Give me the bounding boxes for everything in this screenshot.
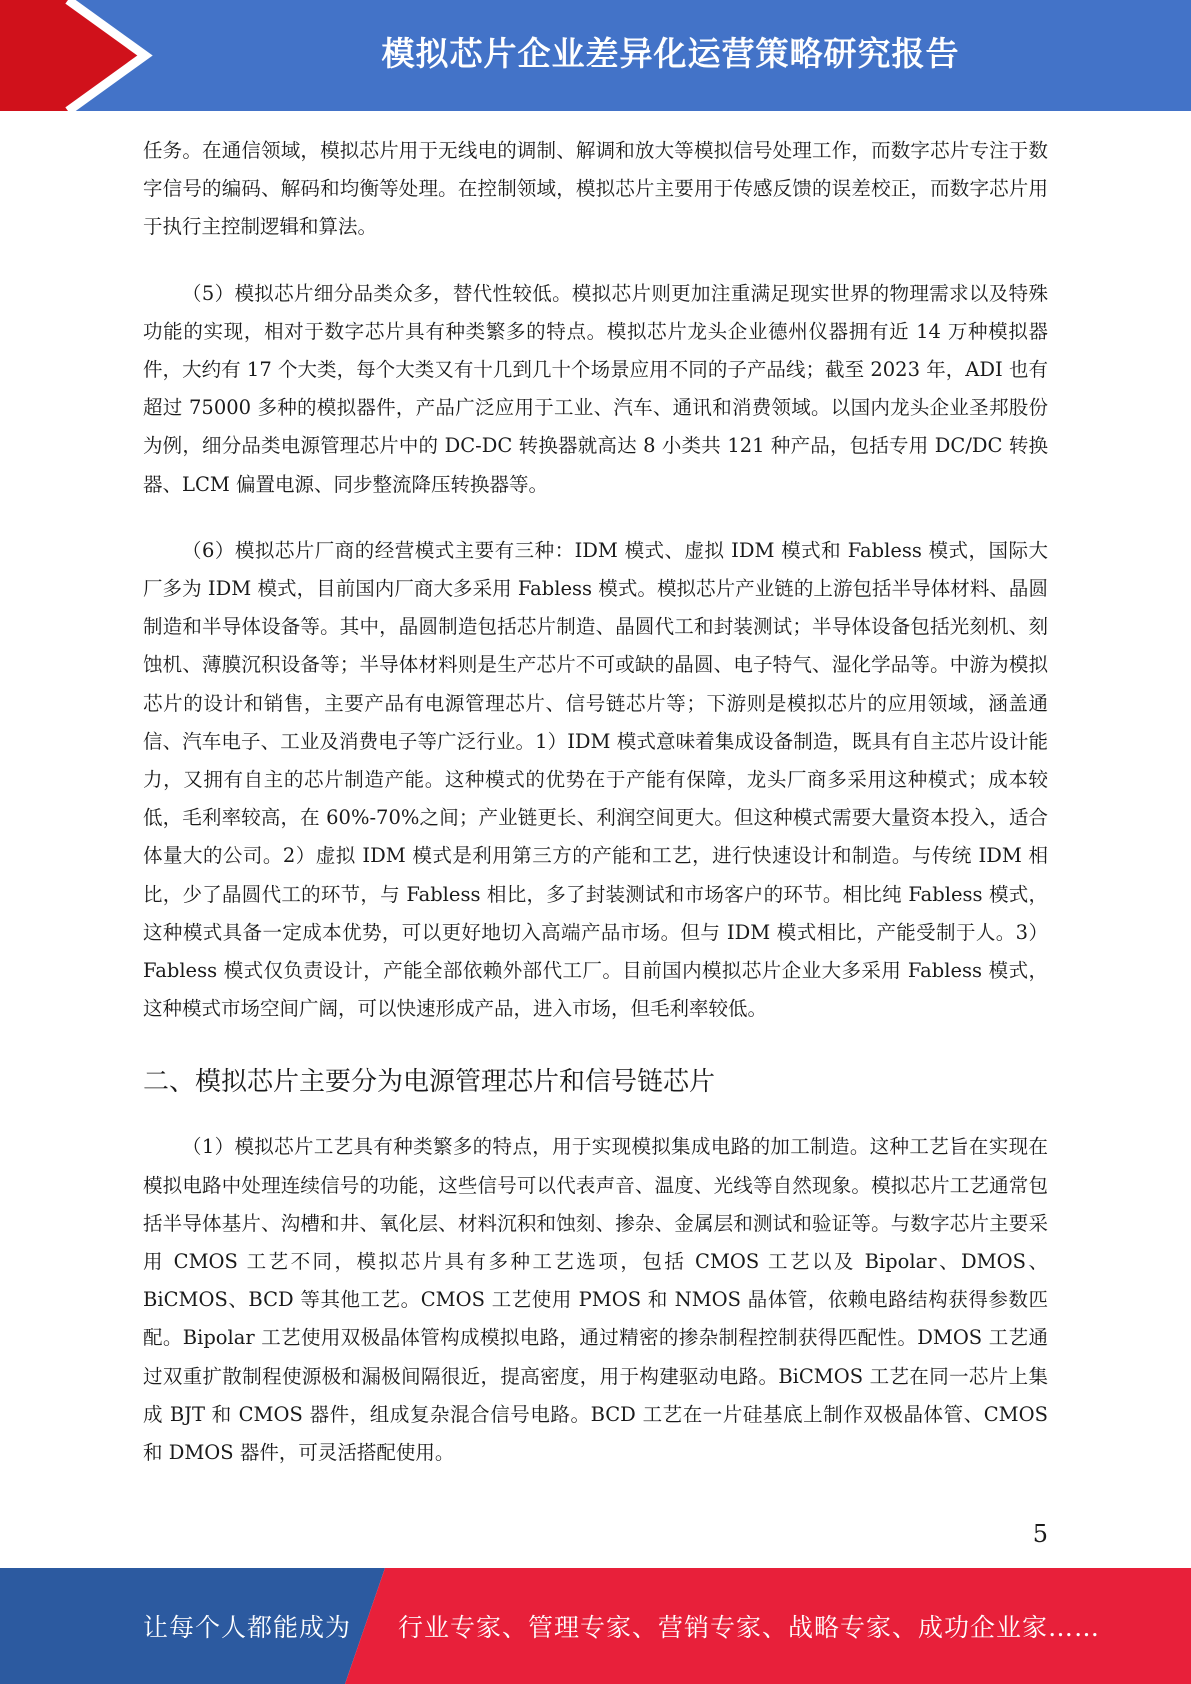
page-number: 5: [1032, 1520, 1048, 1548]
page-footer: [0, 1568, 1191, 1684]
header-arrow-decoration: [0, 0, 160, 111]
paragraph-6: （6）模拟芯片厂商的经营模式主要有三种：IDM 模式、虚拟 IDM 模式和 Fabless 模式，国际大厂多为 IDM 模式，目前国内厂商大多采用 Fabless 模式。模拟芯片产业链的上游包括半导体材料、晶圆制造和半导体设备等。其中，晶圆制造包括芯片制造、晶圆代工和封装测试；半导体设备包括光刻机、刻蚀机、薄膜沉积设备等；半导体材料则是生产芯片不可或缺的晶圆、电子特气、湿化学品等。中游为模拟芯片的设计和销售，主要产品有电源管理芯片、信号链芯片等；下游则是模拟芯片的应用领域，涵盖通信、汽车电子、工业及消费电子等广泛行业。1）IDM 模式意味着集成设备制造，既具有自主芯片设计能力，又拥有自主的芯片制造产能。这种模式的优势在于产能有保障，龙头厂商多采用这种模式；成本较低，毛利率较高，在 60%-70%之间；产业链更长、利润空间更大。但这种模式需要大量资本投入，适合体量大的公司。2）虚拟 IDM 模式是利用第三方的产能和工艺，进行快速设计和制造。与传统 IDM 相比，少了晶圆代工的环节，与 Fabless 相比，多了封装测试和市场客户的环节。相比纯 Fabless 模式，这种模式具备一定成本优势，可以更好地切入高端产品市场。但与 IDM 模式相比，产能受制于人。3）Fabless 模式仅负责设计，产能全部依赖外部代工厂。目前国内模拟芯片企业大多采用 Fabless 模式，这种模式市场空间广阔，可以快速形成产品，进入市场，但毛利率较低。: [143, 538, 1048, 1021]
page-header: [0, 0, 1191, 111]
report-title: 模拟芯片企业差异化运营策略研究报告: [381, 34, 960, 73]
paragraph-section2-1: （1）模拟芯片工艺具有种类繁多的特点，用于实现模拟集成电路的加工制造。这种工艺旨在实现在模拟电路中处理连续信号的功能，这些信号可以代表声音、温度、光线等自然现象。模拟芯片工艺通常包括半导体基片、沟槽和井、氧化层、材料沉积和蚀刻、掺杂、金属层和测试和验证等。与数字芯片主要采用 CMOS 工艺不同，模拟芯片具有多种工艺选项，包括 CMOS 工艺以及 Bipolar、DMOS、BiCMOS、BCD 等其他工艺。CMOS 工艺使用 PMOS 和 NMOS 晶体管，依赖电路结构获得参数匹配。Bipolar 工艺使用双极晶体管构成模拟电路，通过精密的掺杂制程控制获得匹配性。DMOS 工艺通过双重扩散制程使源极和漏极间隔很近，提高密度，用于构建驱动电路。BiCMOS 工艺在同一芯片上集成 BJT 和 CMOS 器件，组成复杂混合信号电路。BCD 工艺在一片硅基底上制作双极晶体管、CMOS 和 DMOS 器件，可灵活搭配使用。: [143, 1135, 1048, 1465]
paragraph-5: （5）模拟芯片细分品类众多，替代性较低。模拟芯片则更加注重满足现实世界的物理需求以及特殊功能的实现，相对于数字芯片具有种类繁多的特点。模拟芯片龙头企业德州仪器拥有近 14 万种模拟器件，大约有 17 个大类，每个大类又有十几到几十个场景应用不同的子产品线；截至 2023 年，ADI 也有超过 75000 多种的模拟器件，产品广泛应用于工业、汽车、通讯和消费领域。以国内龙头企业圣邦股份为例，细分品类电源管理芯片中的 DC-DC 转换器就高达 8 小类共 121 种产品，包括专用 DC/DC 转换器、LCM 偏置电源、同步整流降压转换器等。: [143, 281, 1048, 496]
section-heading: 二、模拟芯片主要分为电源管理芯片和信号链芯片: [143, 1067, 716, 1098]
footer-slogan-left: 让每个人都能成为: [143, 1613, 352, 1642]
paragraph-continuation: 任务。在通信领域，模拟芯片用于无线电的调制、解调和放大等模拟信号处理工作，而数字芯片专注于数字信号的编码、解码和均衡等处理。在控制领域，模拟芯片主要用于传感反馈的误差校正，而数字芯片用于执行主控制逻辑和算法。: [143, 139, 1048, 239]
footer-slogan-right: 行业专家、管理专家、营销专家、战略专家、成功企业家……: [398, 1613, 1101, 1642]
document-body: [143, 132, 1048, 1472]
